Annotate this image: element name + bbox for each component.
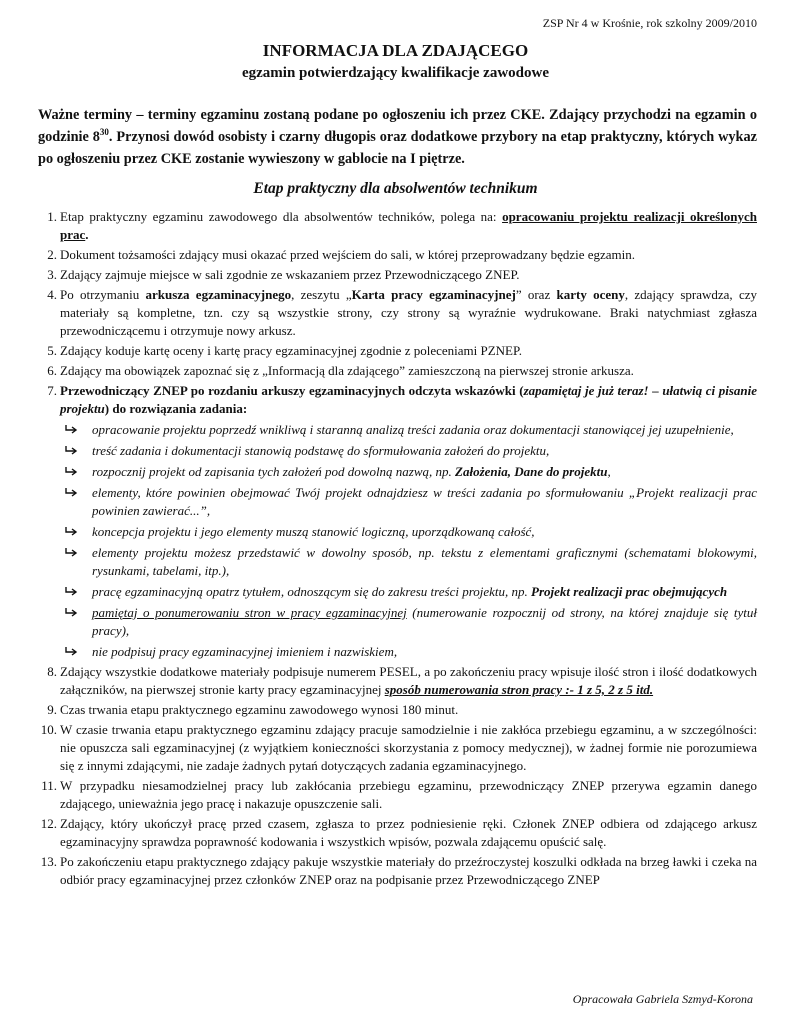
item-number: 8.: [47, 664, 57, 679]
item-number: 7.: [47, 383, 57, 398]
list-item: [38, 266, 757, 284]
item-text: Przewodniczący ZNEP po rozdaniu arkuszy egzaminacyjnych odczyta wskazówki (: [60, 383, 524, 398]
item-emphasis: arkusza egzaminacyjnego: [145, 287, 292, 302]
item-emphasis: sposób numerowania stron pracy :- 1 z 5, 2 z 5 itd.: [384, 682, 654, 697]
item-text: Po otrzymaniu: [60, 287, 146, 302]
arrow-bullet-icon: [64, 646, 78, 658]
list-item: [38, 721, 757, 775]
item-text: W przypadku niesamodzielnej pracy lub zakłócania przebiegu egzaminu, przewodniczący ZNEP przerywa egzamin danego zdającego, unieważnia jego pracę i nakazuje opuszczenie sali.: [60, 778, 757, 811]
item-text: Zdający koduje kartę oceny i kartę pracy egzaminacyjnej zgodnie z poleceniami PZNEP.: [60, 343, 523, 358]
hint-text: treść zadania i dokumentacji stanowią podstawę do sformułowania założeń do projektu,: [92, 443, 550, 458]
hint-text: nie podpisuj pracy egzaminacyjnej imieniem i nazwiskiem,: [92, 644, 398, 659]
arrow-bullet-icon: [64, 466, 78, 478]
hint-item: [60, 442, 757, 460]
school-year-line: ZSP Nr 4 w Krośnie, rok szkolny 2009/2010: [542, 16, 757, 30]
hint-item: [60, 421, 757, 439]
item-text: Zdający, który ukończył pracę przed czasem, zgłasza to przez podniesienie ręki. Członek ZNEP odbiera od zdającego arkusz egzaminacyjny sprawdza poprawność kodowania i wszystkich wpisów, pozwala zdającemu opuścić salę.: [60, 816, 757, 849]
item-emphasis: opracowaniu projektu realizacji określonych prac: [60, 209, 757, 242]
rules-list: [38, 208, 757, 889]
list-item: [38, 815, 757, 851]
hints-list: [60, 421, 757, 661]
list-item: [38, 777, 757, 813]
notice-text: Ważne terminy – terminy egzaminu zostaną podane po ogłoszeniu ich przez CKE. Zdający przychodzi na egzamin o godzinie 8: [38, 107, 757, 145]
arrow-bullet-icon: [64, 607, 78, 619]
notice-hour-superscript: 30: [99, 127, 109, 138]
item-text: .: [85, 227, 89, 242]
list-item: [38, 663, 757, 699]
item-text: ) do rozwiązania zadania:: [104, 401, 248, 416]
hint-text: opracowanie projektu poprzedź wnikliwą i staranną analizą treści zadania oraz dokumentacji stanowiącej jej uzupełnienie,: [92, 422, 734, 437]
arrow-bullet-icon: [64, 526, 78, 538]
page-subtitle: egzamin potwierdzający kwalifikacje zawodowe: [241, 65, 550, 81]
hint-item: [60, 604, 757, 640]
page-title: INFORMACJA DLA ZDAJĄCEGO: [262, 41, 529, 60]
item-number: 13.: [40, 854, 57, 869]
hint-item: [60, 463, 757, 481]
hint-item: [60, 523, 757, 541]
item-number: 6.: [47, 363, 57, 378]
hint-emphasis: pamiętaj o ponumerowaniu stron w pracy egzaminacyjnej: [92, 605, 407, 620]
item-text: Zdający ma obowiązek zapoznać się z „Informacją dla zdającego” zamieszczoną na pierwszej stronie arkusza.: [60, 363, 634, 378]
hint-emphasis: Projekt realizacji prac obejmujących: [531, 584, 728, 599]
arrow-bullet-icon: [64, 487, 78, 499]
item-text: ” oraz: [515, 287, 557, 302]
item-emphasis: karty oceny: [556, 287, 625, 302]
item-text: Czas trwania etapu praktycznego egzaminu zawodowego wynosi 180 minut.: [60, 702, 459, 717]
author-signature: Opracowała Gabriela Szmyd-Korona: [572, 992, 753, 1006]
list-item: [38, 362, 757, 380]
important-dates-notice: [38, 104, 757, 170]
hint-text: koncepcja projektu i jego elementy muszą stanowić logiczną, uporządkowaną całość,: [92, 524, 535, 539]
item-number: 12.: [40, 816, 57, 831]
hint-text: (numerowanie rozpocznij od strony, na której znajduje się tytuł pracy),: [92, 605, 757, 638]
hint-text: ,: [607, 464, 611, 479]
arrow-bullet-icon: [64, 445, 78, 457]
list-item: [38, 853, 757, 889]
list-item: [38, 208, 757, 244]
list-item: [38, 382, 757, 661]
item-number: 4.: [47, 287, 57, 302]
item-number: 11.: [41, 778, 57, 793]
list-item: [38, 286, 757, 340]
item-number: 9.: [47, 702, 57, 717]
arrow-bullet-icon: [64, 424, 78, 436]
section-title: Etap praktyczny dla absolwentów technikum: [253, 180, 538, 197]
hint-item: [60, 643, 757, 661]
item-number: 5.: [47, 343, 57, 358]
hint-text: elementy projektu możesz przedstawić w dowolny sposób, np. tekstu z elementami graficznymi (schematami blokowymi, rysunkami, tabelami, itp.),: [92, 545, 757, 578]
item-text: W czasie trwania etapu praktycznego egzaminu zdający pracuje samodzielnie i nie zakłóca przebiegu egzaminu, a w szczególności: nie opuszcza sali egzaminacyjnej (z wyjątkiem konieczności skorzystania z pomocy medycznej), w żadnej formie nie porozumiewa się z innymi zdającymi, nie zadaje żadnych pytań dotyczących zadania egzaminacyjnego.: [60, 722, 757, 773]
hint-text: rozpocznij projekt od zapisania tych założeń pod dowolną nazwą, np.: [92, 464, 456, 479]
item-text: Etap praktyczny egzaminu zawodowego dla absolwentów techników, polega na:: [60, 209, 503, 224]
item-number: 10.: [40, 722, 57, 737]
arrow-bullet-icon: [64, 586, 78, 598]
list-item: [38, 342, 757, 360]
item-number: 1.: [47, 209, 57, 224]
hint-item: [60, 544, 757, 580]
item-text: Dokument tożsamości zdający musi okazać przed wejściem do sali, w której przeprowadzany będzie egzamin.: [60, 247, 636, 262]
item-emphasis: Karta pracy egzaminacyjnej: [351, 287, 516, 302]
item-text: Zdający zajmuje miejsce w sali zgodnie ze wskazaniem przez Przewodniczącego ZNEP.: [60, 267, 520, 282]
hint-emphasis: Założenia, Dane do projektu: [455, 464, 608, 479]
item-text: , zeszytu „: [291, 287, 352, 302]
list-item: [38, 701, 757, 719]
arrow-bullet-icon: [64, 547, 78, 559]
hint-text: elementy, które powinien obejmować Twój projekt odnajdziesz w treści zadania po sformułowaniu „Projekt realizacji prac powinien zawierać...”,: [92, 485, 757, 518]
item-text: , zdający sprawdza, czy materiały są kompletne, tzn. czy są wszystkie strony, czy strony są wyraźnie wydrukowane. Braki natychmiast zgłasza przewodniczącemu i otrzymuje nowy arkusz.: [60, 287, 757, 338]
hint-text: pracę egzaminacyjną opatrz tytułem, odnoszącym się do zakresu treści projektu, np.: [92, 584, 532, 599]
item-number: 3.: [47, 267, 57, 282]
item-number: 2.: [47, 247, 57, 262]
notice-text-continued: . Przynosi dowód osobisty i czarny długopis oraz dodatkowe przybory na etap praktyczny, których wykaz po ogłoszeniu przez CKE zostanie wywieszony w gablocie na I piętrze.: [38, 129, 757, 167]
item-text: Po zakończeniu etapu praktycznego zdający pakuje wszystkie materiały do przeźroczystej koszulki odkłada na brzeg ławki i czeka na odbiór pracy egzaminacyjnej przez członków ZNEP oraz na podpisanie przez Przewodniczącego ZNEP: [60, 854, 757, 887]
item-text: Zdający wszystkie dodatkowe materiały podpisuje numerem PESEL, a po zakończeniu pracy wpisuje ilość stron i ilość dodatkowych załączników, na pierwszej stronie karty pracy egzaminacyjnej: [60, 664, 757, 697]
hint-item: [60, 583, 757, 601]
list-item: [38, 246, 757, 264]
hint-item: [60, 484, 757, 520]
item-emphasis: zapamiętaj je już teraz! – ułatwią ci pisanie projektu: [60, 383, 757, 416]
